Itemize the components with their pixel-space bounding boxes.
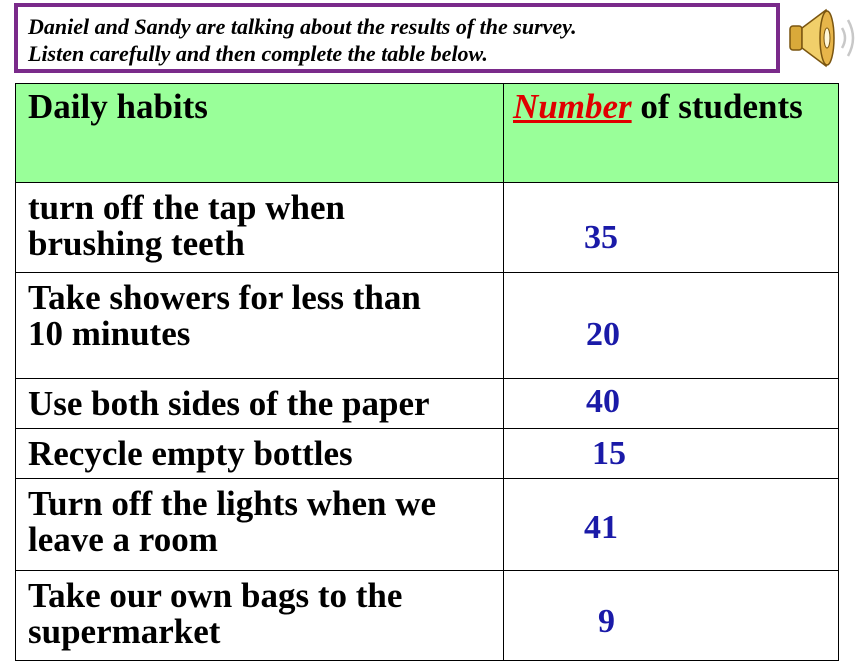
habit-cell: [16, 273, 504, 379]
count-cell[interactable]: [504, 429, 839, 479]
habit-line: Take showers for less than: [28, 278, 421, 317]
instruction-line-2: Listen carefully and then complete the table below.: [28, 41, 488, 66]
header-daily-habits: Daily habits: [16, 84, 504, 183]
habit-line: leave a room: [28, 520, 218, 559]
table-row: [16, 479, 839, 571]
habit-cell: [16, 429, 504, 479]
table-row: [16, 183, 839, 273]
habit-cell: [16, 183, 504, 273]
count-cell[interactable]: [504, 183, 839, 273]
habit-line: Take our own bags to the: [28, 576, 403, 615]
count-value: 35: [584, 219, 618, 256]
count-value: 41: [584, 509, 618, 546]
habit-line: Recycle empty bottles: [28, 434, 353, 473]
table-header-row: [16, 84, 839, 183]
habit-cell: [16, 379, 504, 429]
table-row: [16, 571, 839, 661]
table-row: [16, 429, 839, 479]
header-number-rest: of students: [631, 87, 803, 126]
table-row: [16, 273, 839, 379]
habit-cell: [16, 571, 504, 661]
header-number-word: Number: [513, 87, 632, 126]
habit-line: Use both sides of the paper: [28, 384, 430, 423]
count-value: 15: [592, 435, 626, 472]
survey-table: [15, 83, 839, 661]
count-value: 40: [586, 383, 620, 420]
count-cell[interactable]: [504, 379, 839, 429]
habit-line: turn off the tap when: [28, 188, 345, 227]
habit-line: Turn off the lights when we: [28, 484, 437, 523]
count-cell[interactable]: [504, 479, 839, 571]
count-value: 20: [586, 316, 620, 353]
count-cell[interactable]: [504, 273, 839, 379]
habit-cell: [16, 479, 504, 571]
instruction-box: [14, 3, 780, 73]
speaker-icon[interactable]: [786, 4, 860, 72]
table-row: [16, 379, 839, 429]
header-number-of-students: [504, 84, 839, 183]
habit-line: 10 minutes: [28, 314, 191, 353]
habit-line: brushing teeth: [28, 224, 245, 263]
instruction-line-1: Daniel and Sandy are talking about the results of the survey.: [28, 14, 577, 39]
count-value: 9: [598, 603, 615, 640]
count-cell[interactable]: [504, 571, 839, 661]
habit-line: supermarket: [28, 612, 221, 651]
